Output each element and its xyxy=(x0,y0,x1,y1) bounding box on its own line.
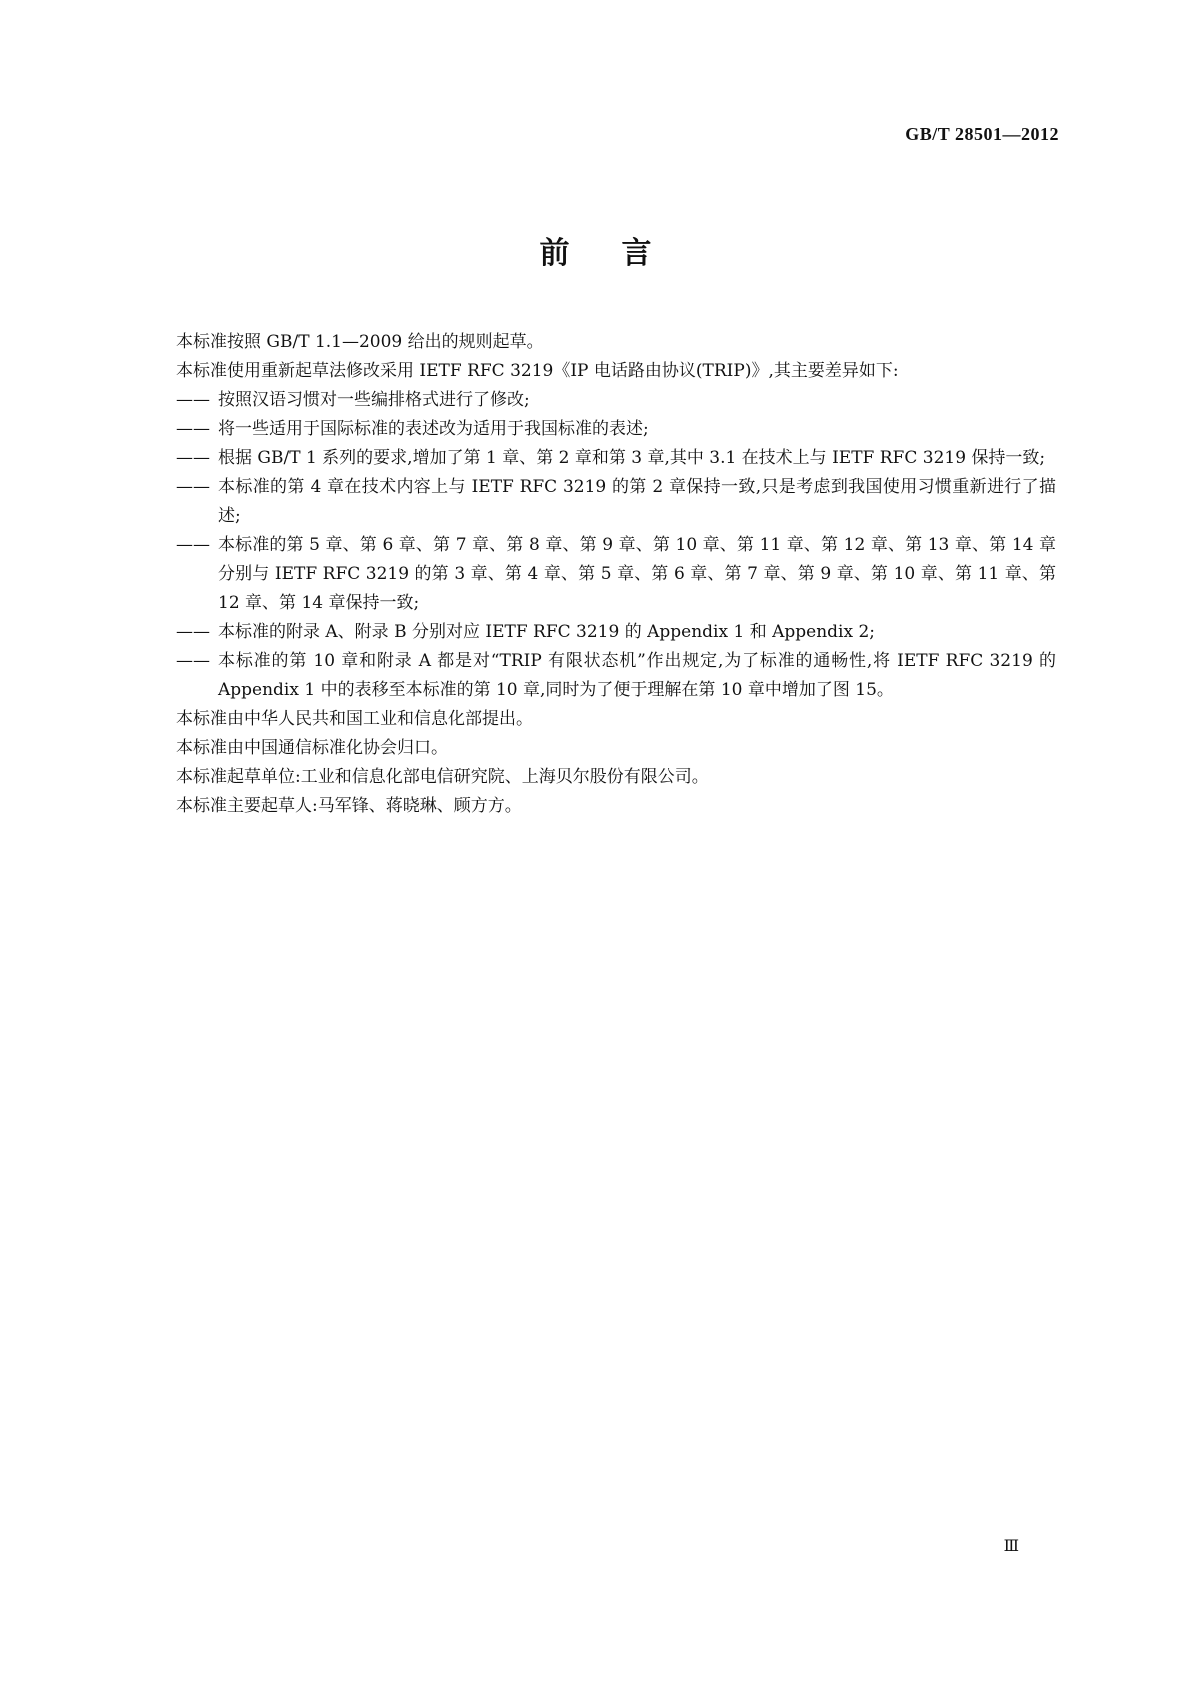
difference-text: 根据 GB/T 1 系列的要求,增加了第 1 章、第 2 章和第 3 章,其中 3.1 在技术上与 IETF RFC 3219 保持一致; xyxy=(218,448,1046,468)
dash-marker: —— xyxy=(176,651,210,671)
dash-marker: —— xyxy=(176,419,210,439)
foreword-body xyxy=(176,328,1056,821)
difference-text: 本标准的第 4 章在技术内容上与 IETF RFC 3219 的第 2 章保持一致,只是考虑到我国使用习惯重新进行了描述; xyxy=(218,477,1056,526)
difference-item xyxy=(176,647,1056,705)
difference-item xyxy=(176,386,1056,415)
difference-item xyxy=(176,618,1056,647)
paragraph-drafting-rules: 本标准按照 GB/T 1.1—2009 给出的规则起草。 xyxy=(176,332,544,352)
document-code: GB/T 28501—2012 xyxy=(905,124,1059,144)
difference-text: 本标准的第 10 章和附录 A 都是对“TRIP 有限状态机”作出规定,为了标准的通畅性,将 IETF RFC 3219 的 Appendix 1 中的表移至本标准的第 10 章,同时为了便于理解在第 10 章中增加了图 15。 xyxy=(218,651,1056,700)
difference-text: 将一些适用于国际标准的表述改为适用于我国标准的表述; xyxy=(218,419,649,439)
difference-item xyxy=(176,473,1056,531)
paragraph-main-drafters: 本标准主要起草人:马军锋、蒋晓琳、顾方方。 xyxy=(176,796,522,816)
dash-marker: —— xyxy=(176,622,210,642)
difference-item xyxy=(176,415,1056,444)
paragraph-adoption-method: 本标准使用重新起草法修改采用 IETF RFC 3219《IP 电话路由协议(TRIP)》,其主要差异如下: xyxy=(176,361,899,381)
paragraph-proposer: 本标准由中华人民共和国工业和信息化部提出。 xyxy=(176,709,533,729)
dash-marker: —— xyxy=(176,390,210,410)
paragraph-centralized-by: 本标准由中国通信标准化协会归口。 xyxy=(176,738,448,758)
paragraph-drafting-units: 本标准起草单位:工业和信息化部电信研究院、上海贝尔股份有限公司。 xyxy=(176,767,709,787)
dash-marker: —— xyxy=(176,448,210,468)
difference-item xyxy=(176,444,1056,473)
difference-text: 按照汉语习惯对一些编排格式进行了修改; xyxy=(218,390,530,410)
page-title: 前言 xyxy=(539,236,704,271)
dash-marker: —— xyxy=(176,535,210,555)
difference-item xyxy=(176,531,1056,618)
difference-text: 本标准的第 5 章、第 6 章、第 7 章、第 8 章、第 9 章、第 10 章、第 11 章、第 12 章、第 13 章、第 14 章分别与 IETF RFC 3219 的第 3 章、第 4 章、第 5 章、第 6 章、第 7 章、第 9 章、第 10 章、第 11 章、第 12 章、第 14 章保持一致; xyxy=(218,535,1056,613)
difference-text: 本标准的附录 A、附录 B 分别对应 IETF RFC 3219 的 Appendix 1 和 Appendix 2; xyxy=(218,622,876,642)
page-number: Ⅲ xyxy=(1003,1538,1019,1555)
dash-marker: —— xyxy=(176,477,210,497)
